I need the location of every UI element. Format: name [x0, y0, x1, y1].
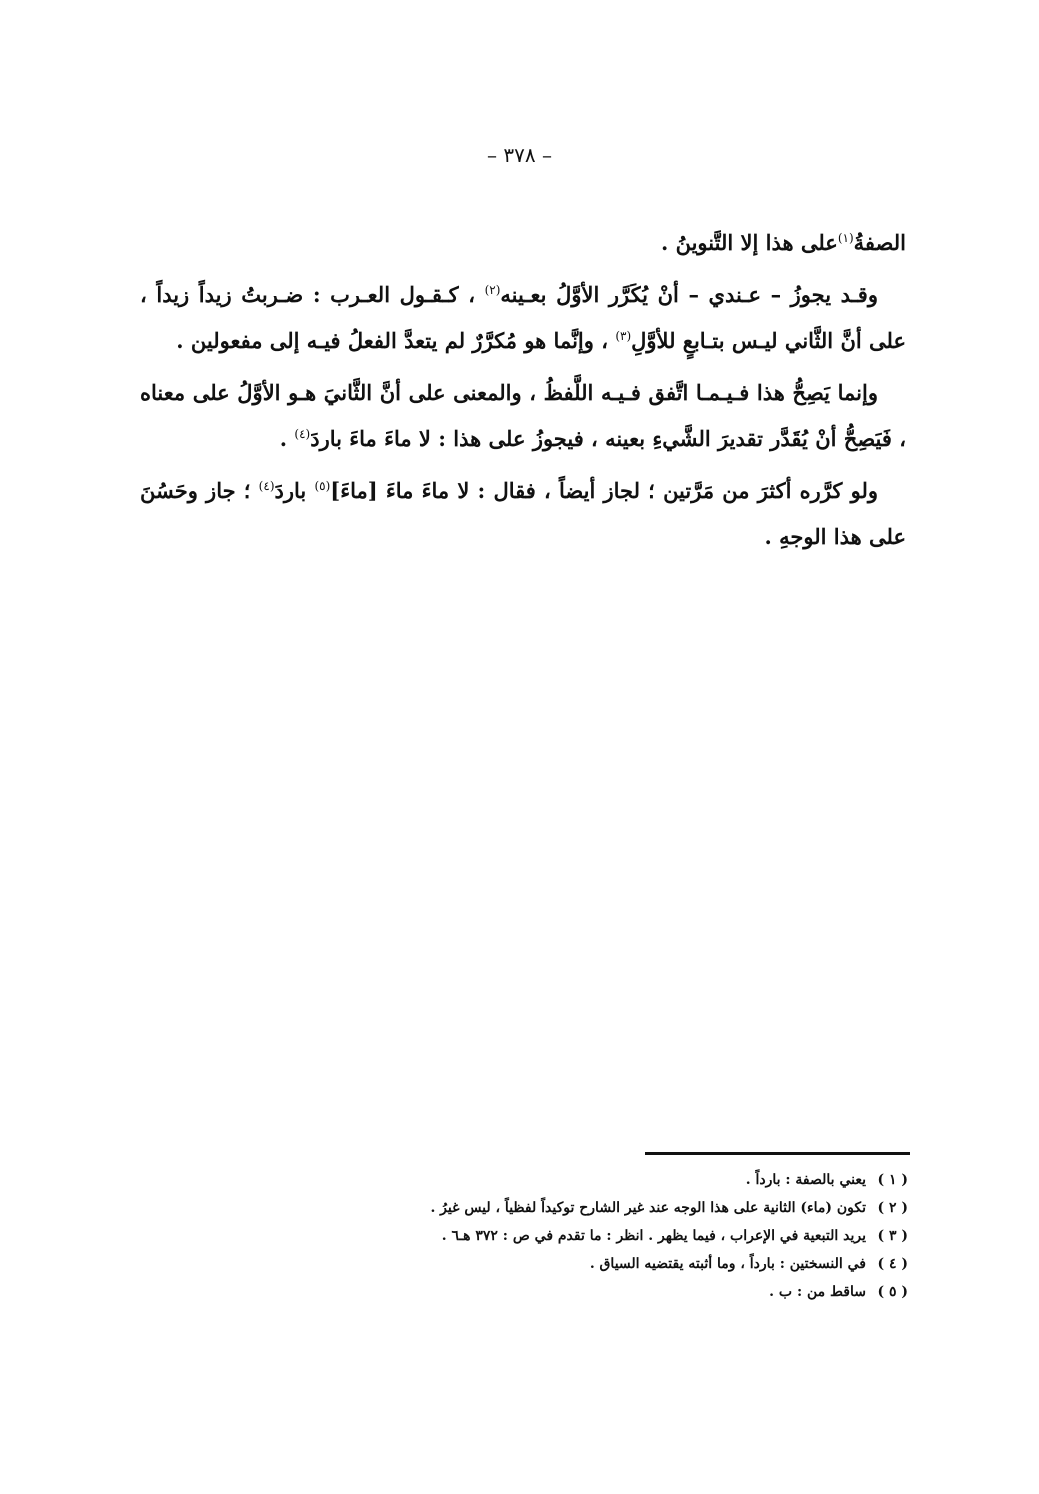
footnote-number: ( ٢ ) — [877, 1200, 908, 1216]
footnotes — [300, 1166, 908, 1306]
text-run: على هذا إلا التَّنوينُ . — [660, 230, 838, 255]
footnote-text: يريد التبعية في الإعراب ، فيما يظهر . انظر : ما تقدم في ص : ٣٧٢ هـ٦ . — [441, 1228, 866, 1244]
text-run: ، كـقـول العـرب : ضـربتُ زيداً زيداً ، على أنَّ الثَّاني ليـس بتـابعٍ للأوَّلِ — [140, 282, 906, 353]
footnote — [300, 1278, 908, 1306]
paragraph — [140, 468, 906, 560]
footnote-ref: (٤) — [294, 427, 311, 441]
footnote — [300, 1194, 908, 1222]
text-run: ، وإنَّما هو مُكرَّرٌ لم يتعدَّ الفعلُ فيـه إلى مفعولين . — [176, 328, 616, 353]
main-text — [140, 220, 906, 566]
text-run: وقـد يجوزُ – عـندي – أنْ يُكَرَّر الأوَّلُ بعـينه — [500, 282, 878, 307]
footnote-text: في النسختين : بارداً ، وما أثبته يقتضيه السياق . — [589, 1256, 866, 1272]
paragraph — [140, 272, 906, 364]
text-run: باردَ — [274, 478, 315, 503]
footnote-number: ( ١ ) — [877, 1172, 908, 1188]
footnote-ref: (٥) — [314, 479, 331, 493]
page-number: – ٣٧٨ – — [487, 143, 552, 167]
footnote-number: ( ٥ ) — [877, 1284, 908, 1300]
text-run: وإنما يَصِحُّ هذا فـيـمـا اتَّفق فـيـه اللَّفظُ ، والمعنى على أنَّ الثَّانيَ هـو الأوَّلُ على معناه ، فَيَصِحُّ أنْ يُقَدَّر تقديرَ الشَّيءِ بعينه ، فيجوزُ على هذا : لا ماءَ ماءَ باردَ — [140, 380, 906, 451]
footnote — [300, 1166, 908, 1194]
text-run: الصفةُ — [853, 230, 906, 255]
paragraph — [140, 370, 906, 462]
footnote-text: ساقط من : ب . — [769, 1284, 866, 1300]
footnote-separator — [645, 1152, 910, 1155]
text-run: . — [279, 426, 295, 451]
footnote-number: ( ٣ ) — [877, 1228, 908, 1244]
footnote — [300, 1250, 908, 1278]
footnote — [300, 1222, 908, 1250]
footnote-ref: (٣) — [615, 329, 632, 343]
paragraph — [140, 220, 906, 266]
footnote-text: يعني بالصفة : بارداً . — [745, 1172, 866, 1188]
text-run: ولو كرَّره أكثرَ من مَرَّتين ؛ لجاز أيضاً ، فقال : لا ماءَ ماءَ [ماءَ] — [330, 478, 879, 503]
footnote-number: ( ٤ ) — [877, 1256, 908, 1272]
footnote-ref: (١) — [837, 231, 854, 245]
text-run: ؛ جاز وحَسُنَ على هذا الوجهِ . — [140, 478, 906, 549]
footnote-ref: (٢) — [484, 283, 501, 297]
footnote-ref: (٤) — [258, 479, 275, 493]
footnote-text: تكون (ماء) الثانية على هذا الوجه عند غير الشارح توكيداً لفظياً ، ليس غيرُ . — [430, 1200, 866, 1216]
